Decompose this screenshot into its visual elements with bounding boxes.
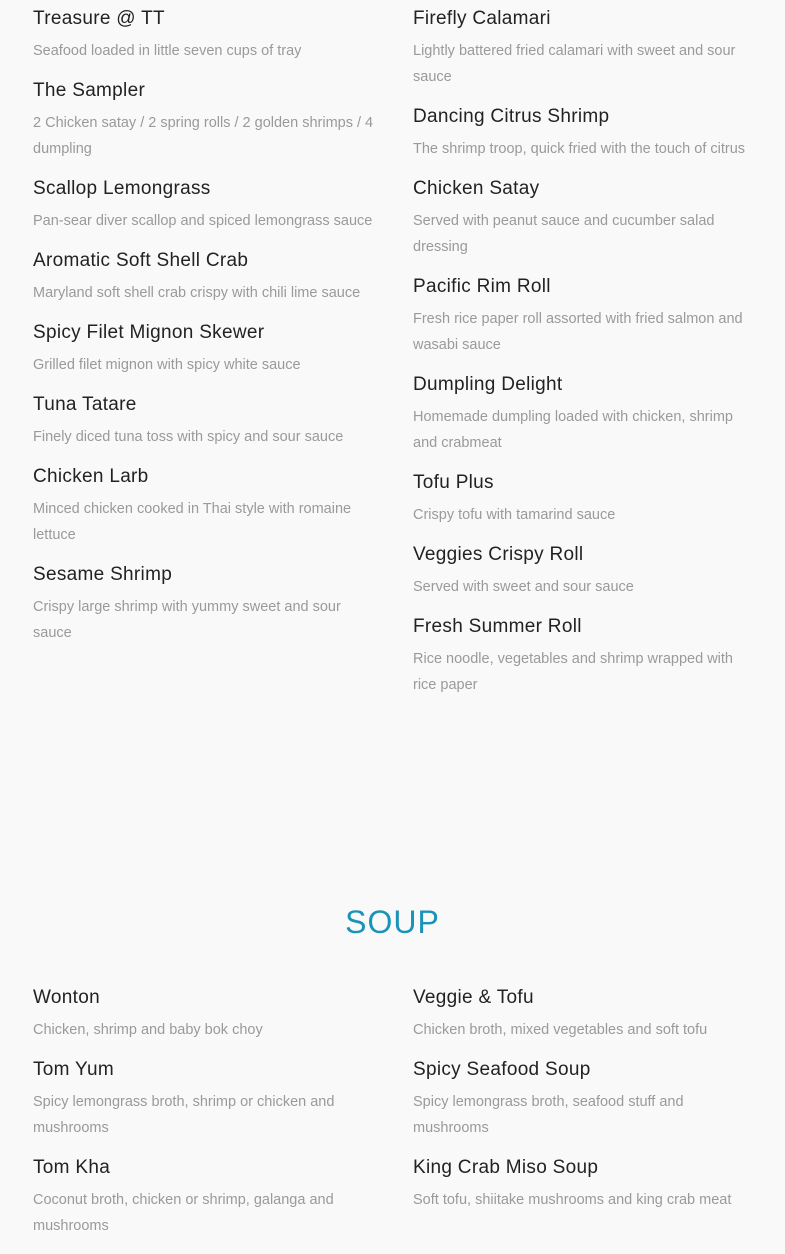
section-title-soup: SOUP [345, 904, 440, 940]
appetizers-right-column [413, 7, 758, 713]
menu-item [413, 615, 758, 698]
menu-item-name: Tom Yum [33, 1059, 114, 1080]
menu-item-name: Fresh Summer Roll [413, 616, 582, 637]
menu-item-description: Crispy tofu with tamarind sauce [413, 507, 616, 523]
menu-item-name: Scallop Lemongrass [33, 178, 211, 199]
menu-item-name: Tom Kha [33, 1157, 111, 1178]
menu-item [413, 373, 758, 456]
menu-item-description: Spicy lemongrass broth, shrimp or chicken and mushrooms [33, 1094, 335, 1136]
menu-item-name: Sesame Shrimp [33, 564, 173, 585]
menu-item-description: Spicy lemongrass broth, seafood stuff and mushrooms [413, 1094, 684, 1136]
menu-item [413, 1058, 758, 1141]
menu-item [413, 7, 758, 90]
menu-item-name: Pacific Rim Roll [413, 276, 551, 297]
menu-item-description: Chicken broth, mixed vegetables and soft tofu [413, 1022, 708, 1038]
menu-item-description: The shrimp troop, quick fried with the touch of citrus [413, 141, 746, 157]
soup-right-column [413, 986, 758, 1228]
menu-item-name: Veggies Crispy Roll [413, 544, 584, 565]
menu-item [413, 177, 758, 260]
menu-item-name: Veggie & Tofu [413, 987, 534, 1008]
menu-item [413, 105, 758, 162]
menu-item-description: Served with sweet and sour sauce [413, 579, 634, 595]
menu-item-name: The Sampler [33, 80, 146, 101]
menu-item-name: Aromatic Soft Shell Crab [33, 250, 249, 271]
menu-item [33, 393, 378, 450]
menu-item-name: Chicken Satay [413, 178, 540, 199]
menu-item-name: Spicy Filet Mignon Skewer [33, 322, 265, 343]
menu-item [33, 177, 378, 234]
menu-item-description: Maryland soft shell crab crispy with chili lime sauce [33, 285, 361, 301]
menu-item-description: 2 Chicken satay / 2 spring rolls / 2 golden shrimps / 4 dumpling [33, 115, 374, 157]
menu-item-description: Fresh rice paper roll assorted with fried salmon and wasabi sauce [413, 311, 743, 353]
menu-item-name: Dumpling Delight [413, 374, 563, 395]
menu-item-name: Wonton [33, 987, 100, 1008]
menu-item [33, 1156, 378, 1239]
menu-item-name: Treasure @ TT [33, 8, 165, 29]
menu-item [413, 471, 758, 528]
menu-item-name: King Crab Miso Soup [413, 1157, 599, 1178]
menu-item [33, 79, 378, 162]
menu-item-name: Tuna Tatare [33, 394, 137, 415]
menu-item [413, 1156, 758, 1213]
menu-item-description: Rice noodle, vegetables and shrimp wrapped with rice paper [413, 651, 733, 693]
menu-item [33, 465, 378, 548]
menu-item [33, 7, 378, 64]
menu-item-name: Spicy Seafood Soup [413, 1059, 591, 1080]
menu-item [33, 1058, 378, 1141]
menu-item-name: Chicken Larb [33, 466, 149, 487]
menu-item-description: Chicken, shrimp and baby bok choy [33, 1022, 263, 1038]
menu-item-description: Seafood loaded in little seven cups of tray [33, 43, 302, 59]
menu-item-name: Firefly Calamari [413, 8, 551, 29]
menu-item [413, 275, 758, 358]
menu-item-description: Soft tofu, shiitake mushrooms and king crab meat [413, 1192, 732, 1208]
menu-item-name: Tofu Plus [413, 472, 494, 493]
menu-item-description: Lightly battered fried calamari with sweet and sour sauce [413, 43, 736, 85]
menu-item [33, 563, 378, 646]
menu-item [33, 321, 378, 378]
menu-item-description: Homemade dumpling loaded with chicken, shrimp and crabmeat [413, 409, 733, 451]
menu-item [413, 986, 758, 1043]
menu-item [413, 543, 758, 600]
appetizers-left-column [33, 7, 378, 661]
menu-item-description: Crispy large shrimp with yummy sweet and sour sauce [33, 599, 341, 641]
menu-item-description: Pan-sear diver scallop and spiced lemongrass sauce [33, 213, 373, 229]
menu-item [33, 986, 378, 1043]
menu-item-description: Minced chicken cooked in Thai style with romaine lettuce [33, 501, 352, 543]
menu-item-name: Dancing Citrus Shrimp [413, 106, 610, 127]
menu-item-description: Finely diced tuna toss with spicy and sour sauce [33, 429, 344, 445]
menu-item-description: Served with peanut sauce and cucumber salad dressing [413, 213, 715, 255]
soup-left-column [33, 986, 378, 1254]
menu-item-description: Coconut broth, chicken or shrimp, galanga and mushrooms [33, 1192, 334, 1234]
menu-item-description: Grilled filet mignon with spicy white sauce [33, 357, 301, 373]
menu-item [33, 249, 378, 306]
